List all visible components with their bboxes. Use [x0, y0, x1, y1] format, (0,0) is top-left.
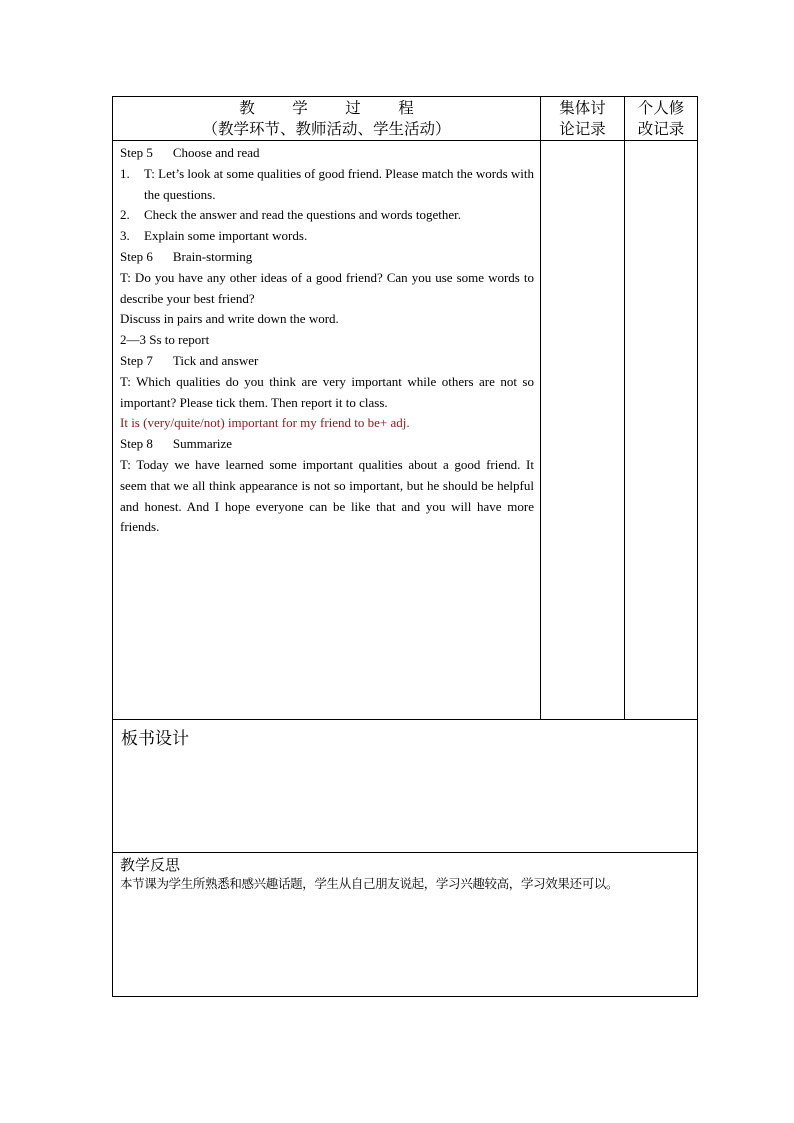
- personal-revision-cell: [625, 141, 698, 720]
- board-design-row: [113, 720, 698, 853]
- step-6-heading: Step 6 Brain-storming: [120, 248, 253, 264]
- step-7-text: T: Which qualities do you think are very important while others are not so important? Please tick them. Then report it to class.: [120, 373, 534, 410]
- lesson-plan-table: [112, 96, 698, 997]
- teaching-reflection-title: 教学反思: [120, 856, 181, 874]
- step-5-item-3: 3. Explain some important words.: [120, 228, 308, 244]
- collective-discussion-cell: [541, 141, 625, 720]
- step-6-report: 2—3 Ss to report: [120, 332, 210, 348]
- content-row: [113, 141, 698, 720]
- step-8-heading: Step 8 Summarize: [120, 436, 233, 452]
- step-6-text: T: Do you have any other ideas of a good friend? Can you use some words to describe your best friend?: [120, 269, 534, 306]
- board-design-title: 板书设计: [121, 729, 189, 749]
- step-6-discuss: Discuss in pairs and write down the word.: [120, 311, 339, 327]
- reflection-row: [113, 853, 698, 997]
- teaching-reflection-text: 本节课为学生所熟悉和感兴趣话题，学生从自己朋友说起，学习兴趣较高，学习效果还可以。: [120, 876, 619, 891]
- step-7-heading: Step 7 Tick and answer: [120, 352, 259, 368]
- collective-discussion-header: 集体讨 论记录: [541, 97, 625, 141]
- step-5-heading: Step 5 Choose and read: [120, 145, 260, 160]
- teaching-process-subtitle: （教学环节、教师活动、学生活动）: [202, 121, 451, 138]
- step-5-item-1: 1. T: Let’s look at some qualities of good friend. Please match the words with the questions.: [120, 165, 534, 202]
- teaching-process-title: 教 学 过 程: [239, 100, 414, 117]
- personal-revision-header: 个人修 改记录: [625, 97, 698, 141]
- step-7-sentence-pattern: It is (very/quite/not) important for my friend to be+ adj.: [120, 415, 410, 431]
- teaching-process-content: [113, 141, 541, 720]
- step-5-item-2: 2. Check the answer and read the questions and words together.: [120, 207, 461, 223]
- header-row: [113, 97, 698, 141]
- step-8-text: T: Today we have learned some important qualities about a good friend. It seem that we all think appearance is not so important, but he should be helpful and honest. And I hope everyone can be like that and you will have more friends.: [120, 456, 534, 535]
- teaching-reflection-cell: [113, 853, 698, 997]
- teaching-process-header: [113, 97, 541, 141]
- board-design-cell: [113, 720, 698, 853]
